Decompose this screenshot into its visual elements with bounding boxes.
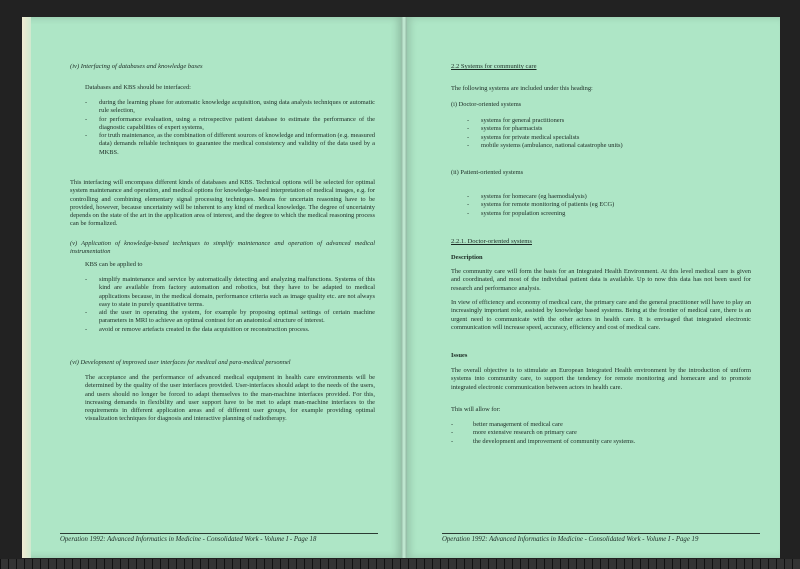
section-iv-list [85,99,375,157]
list-item: - aid the user in operating the system, for example by proposing optimal settings of certain machine parameters in MRI to achieve an optimal contrast for an anatomical structure of interest. [85,309,375,326]
list-item: - mobile systems (ambulance, national catastrophe units) [467,142,747,150]
right-page-footer: Operation 1992: Advanced Informatics in Medicine - Consolidated Work - Volume I - Page 19 [442,533,760,543]
section-2-2-intro: The following systems are included under this heading: [451,85,593,92]
description-paragraph-2: In view of efficiency and economy of medical care, the primary care and the general practitioner will have to play an increasingly important role, assisted by knowledge based systems. Being at the frontier of medical care, there is an urgent need to communicate with the other actors in health care. It is envisaged that integrated electronic communication will increase speed, accuracy, efficiency and cost of medical care. [451,299,751,331]
allow-list [451,421,751,446]
list-item: - avoid or remove artefacts created in the data acquisition or reconstruction process. [85,326,375,334]
left-page [22,17,404,558]
scale-ruler [0,559,800,569]
section-v-list [85,276,375,334]
list-item: - better management of medical care [451,421,751,429]
right-page [404,17,780,558]
allow-intro: This will allow for: [451,406,501,413]
section-iv-paragraph: This interfacing will encompass different kinds of databases and KBS. Technical options will be selected for optimal system maintenance and operation, and medical options for knowledge-based interpretation of medical images, e.g. for controlling and combining elementary signal processing techniques. Means for uncertain reasoning have to be provided, however, because uncertainty will be inherent to any kind of medical knowledge. The degree of uncertainty depends on the state of the art in the application area of interest, and the degree to which the medical reasoning process can be formalized. [70,179,375,228]
section-vi-heading: (vi) Development of improved user interfaces for medical and para-medical personnel [70,359,291,366]
section-iv-intro: Databases and KBS should be interfaced: [85,84,191,91]
list-item: - for truth maintenance, as the combination of different sources of knowledge and information (e.g. measured data) demands reliable techniques to guarantee the medical consistency and validity of the data used by a MKBS. [85,132,375,157]
patient-oriented-list [467,193,747,218]
list-item: - during the learning phase for automatic knowledge acquisition, using data analysis techniques or automatic rule selection, [85,99,375,116]
list-item: - for performance evaluation, using a retrospective patient database to estimate the performance of the diagnostic capabilities of expert systems, [85,116,375,133]
section-v-heading: (v) Application of knowledge-based techniques to simplify maintenance and operation of advanced medical instrumentation [70,240,375,256]
patient-oriented-heading: (ii) Patient-oriented systems [451,169,524,176]
list-item: - systems for homecare (eg haemodialysis) [467,193,747,201]
list-item: - systems for pharmacists [467,125,747,133]
section-vi-paragraph: The acceptance and the performance of advanced medical equipment in health care environments will be determined by the quality of the user interfaces provided. User-interfaces should adapt to the needs of the users, and users should no longer be forced to adapt themselves to the man-machine interfaces provided. For this, increasing demands in flexibility and user support have to be met to adapt man-machine interfaces to the requirements in different application areas and of different user groups, for example providing optimal visualization techniques for diagnosis and interactive planning of radiotherapy. [85,374,375,423]
list-item: - systems for general practitioners [467,117,747,125]
description-paragraph-1: The community care will form the basis for an Integrated Health Environment. At this level medical care is given and coordinated, and most of the individual patient data is available. Up to now this data has not been used for research and performance analysis. [451,268,751,292]
book-spine [401,17,407,558]
page-edge [22,17,31,558]
description-heading: Description [451,254,483,261]
section-v-intro: KBS can be applied to [85,261,143,268]
list-item: - systems for population screening [467,210,747,218]
doctor-oriented-heading: (i) Doctor-oriented systems [451,101,522,108]
list-item: - systems for private medical specialists [467,134,747,142]
left-page-footer: Operation 1992: Advanced Informatics in Medicine - Consolidated Work - Volume I - Page 18 [60,533,378,543]
section-2-2-heading: 2.2 Systems for community care [451,63,537,70]
section-2-2-1-heading: 2.2.1. Doctor-oriented systems [451,238,532,245]
list-item: - simplify maintenance and service by automatically detecting and analyzing malfunctions. Systems of this kind are available from factory automation and robotics, but they have to be adapted to medical applications because, in the medical domain, performance criteria such as image quality etc. are not always easy to state in purely quantitative terms. [85,276,375,309]
issues-paragraph: The overall objective is to stimulate an European Integrated Health environment by the introduction of uniform systems into community care, to support the tendency for remote monitoring and homecare and to promote integrated electronic communication between actors in health care. [451,367,751,391]
list-item: - the development and improvement of community care systems. [451,438,751,446]
issues-heading: Issues [451,352,468,359]
section-iv-heading: (iv) Interfacing of databases and knowledge bases [70,63,203,70]
list-item: - systems for remote monitoring of patients (eg ECG) [467,201,747,209]
list-item: - more extensive research on primary care [451,429,751,437]
doctor-oriented-list [467,117,747,150]
